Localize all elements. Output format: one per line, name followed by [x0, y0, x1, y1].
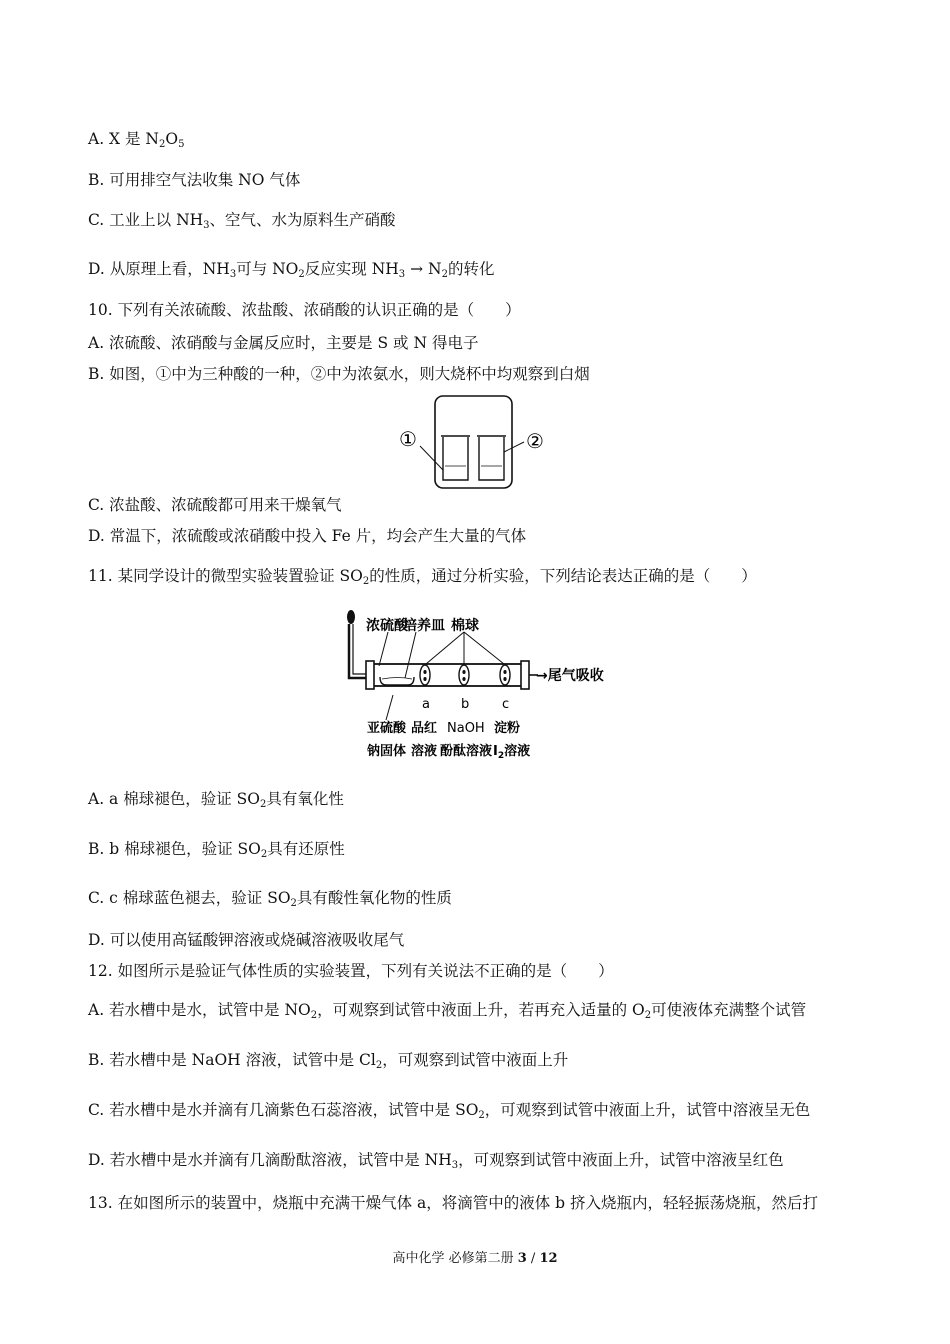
label-b-1: NaOH	[447, 721, 485, 736]
q12-option-a: A. 若水槽中是水，试管中是 $NO_2$，可观察到试管中液面上升，若再充入适量的 $O_2$可使液体充满整个试管	[88, 1001, 807, 1021]
label-acid: 浓硫酸	[366, 618, 408, 634]
q11-option-c: C. c 棉球蓝色褪去，验证 $SO_2$具有酸性氧化物的性质	[88, 889, 452, 909]
q11-option-b: B. b 棉球褪色，验证 $SO_2$具有还原性	[88, 840, 345, 860]
page-total: 12	[539, 1251, 558, 1266]
label-b-2: 酚酞溶液	[440, 744, 493, 759]
q12-stem: 12. 如图所示是验证气体性质的实验装置，下列有关说法不正确的是（ ）	[88, 962, 614, 980]
label-b: b	[461, 697, 470, 712]
q10-option-a: A. 浓硫酸、浓硝酸与金属反应时，主要是 S 或 N 得电子	[88, 334, 479, 352]
q9-option-c: C. 工业上以 $NH_3$、空气、水为原料生产硝酸	[88, 211, 396, 231]
q11-apparatus-figure	[338, 608, 618, 766]
label-a: a	[422, 697, 430, 712]
q9-option-a: A. X 是 $N_2O_5$	[88, 130, 185, 150]
label-one: ①	[399, 427, 417, 451]
q9-option-b: B. 可用排空气法收集 NO 气体	[88, 171, 301, 189]
q13-stem: 13. 在如图所示的装置中，烧瓶中充满干燥气体 a，将滴管中的液体 b 挤入烧瓶内，轻轻振荡烧瓶，然后打	[88, 1194, 819, 1212]
q10-option-b: B. 如图，①中为三种酸的一种，②中为浓氨水，则大烧杯中均观察到白烟	[88, 365, 590, 383]
q12-option-b: B. 若水槽中是 NaOH 溶液，试管中是 $Cl_2$，可观察到试管中液面上升	[88, 1051, 569, 1071]
q12-option-c: C. 若水槽中是水并滴有几滴紫色石蕊溶液，试管中是 $SO_2$，可观察到试管中液面上升，试管中溶液呈无色	[88, 1101, 811, 1121]
q10-beaker-figure	[390, 392, 560, 492]
label-dish: 培养皿	[403, 618, 445, 634]
q12-option-d: D. 若水槽中是水并滴有几滴酚酞溶液，试管中是 $NH_3$，可观察到试管中液面上升，试管中溶液呈红色	[88, 1151, 784, 1171]
label-tail-gas: →尾气吸收	[536, 668, 604, 684]
q10-stem: 10. 下列有关浓硫酸、浓盐酸、浓硝酸的认识正确的是（ ）	[88, 301, 521, 319]
label-c-1: 淀粉	[494, 721, 521, 736]
label-a-2: 溶液	[411, 744, 438, 759]
label-c: c	[502, 697, 510, 712]
label-solid-1: 亚硫酸	[367, 721, 407, 736]
label-c-2: $I_2$溶液	[493, 744, 531, 761]
label-two: ②	[526, 429, 544, 453]
q11-option-a: A. a 棉球褪色，验证 $SO_2$具有氧化性	[88, 790, 344, 810]
q11-option-d: D. 可以使用高锰酸钾溶液或烧碱溶液吸收尾气	[88, 931, 405, 949]
page-number: 3	[517, 1251, 527, 1266]
label-solid-2: 钠固体	[367, 744, 407, 759]
q11-stem: 11. 某同学设计的微型实验装置验证 $SO_2$的性质，通过分析实验，下列结论表达正确的是（ ）	[88, 567, 757, 587]
label-cotton: 棉球	[451, 618, 479, 634]
q10-option-c: C. 浓盐酸、浓硫酸都可用来干燥氧气	[88, 496, 342, 514]
q9-option-d: D. 从原理上看，$NH_3$可与 $NO_2$反应实现 $NH_3 \to N_2$的转化	[88, 260, 495, 280]
label-a-1: 品红	[411, 721, 438, 736]
q10-option-d: D. 常温下，浓硫酸或浓硝酸中投入 Fe 片，均会产生大量的气体	[88, 527, 527, 545]
page-footer: 高中化学 必修第二册 3 / 12	[392, 1251, 558, 1266]
